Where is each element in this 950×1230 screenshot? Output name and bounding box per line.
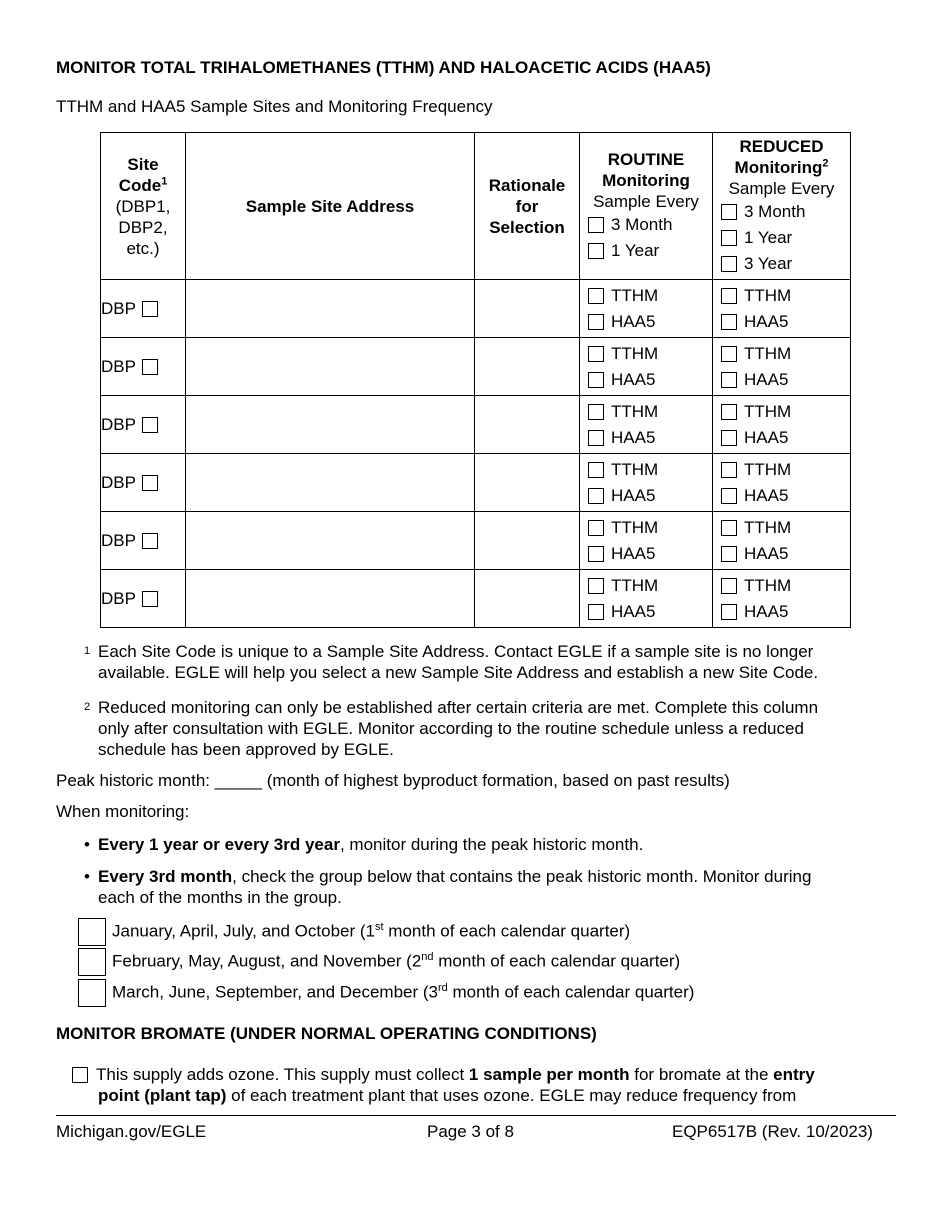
bullet-item: • Every 1 year or every 3rd year, monitor during the peak historic month. bbox=[84, 835, 644, 854]
reduced-tthm-checkbox[interactable] bbox=[721, 346, 737, 362]
reduced-haa5-checkbox[interactable] bbox=[721, 430, 737, 446]
header-reduced-monitoring: REDUCED Monitoring$^2$ Sample Every 3 Month 1 Year 3 Year bbox=[713, 133, 851, 280]
site-code-checkbox[interactable] bbox=[142, 359, 158, 375]
rationale-cell[interactable] bbox=[475, 454, 580, 512]
footer-divider bbox=[56, 1115, 896, 1116]
rationale-cell[interactable] bbox=[475, 280, 580, 338]
footnote-2: 2 Reduced monitoring can only be established after certain criteria are met. Complete this column only after consultation with EGLE. Monitor according to the routine schedule unless a reduced schedule has been approved by EGLE. bbox=[84, 698, 819, 759]
address-cell[interactable] bbox=[186, 396, 475, 454]
reduced-tthm-checkbox[interactable] bbox=[721, 520, 737, 536]
section-heading-bromate: MONITOR BROMATE (UNDER NORMAL OPERATING CONDITIONS) bbox=[56, 1024, 597, 1043]
reduced-3-year-checkbox[interactable] bbox=[721, 256, 737, 272]
site-code-cell: DBP bbox=[101, 338, 186, 396]
ozone-option: This supply adds ozone. This supply must collect 1 sample per month for bromate at the entry point (plant tap) of each treatment plant that uses ozone. EGLE may reduce frequency from bbox=[72, 1064, 902, 1106]
reduced-haa5-checkbox[interactable] bbox=[721, 314, 737, 330]
quarter-1-checkbox[interactable] bbox=[78, 918, 106, 946]
routine-cell: TTHM HAA5 bbox=[580, 280, 713, 338]
address-cell[interactable] bbox=[186, 280, 475, 338]
reduced-cell: TTHM HAA5 bbox=[713, 570, 851, 628]
quarter-3-checkbox[interactable] bbox=[78, 979, 106, 1007]
footer-website: Michigan.gov/EGLE bbox=[56, 1122, 207, 1141]
quarter-option-1: January, April, July, and October (1st month of each calendar quarter) bbox=[78, 918, 630, 946]
site-code-checkbox[interactable] bbox=[142, 301, 158, 317]
routine-tthm-checkbox[interactable] bbox=[588, 346, 604, 362]
reduced-cell: TTHM HAA5 bbox=[713, 512, 851, 570]
peak-month-blank[interactable]: _____ bbox=[214, 771, 263, 790]
routine-tthm-checkbox[interactable] bbox=[588, 578, 604, 594]
table-row bbox=[101, 454, 851, 512]
footer-form-id: EQP6517B (Rev. 10/2023) bbox=[672, 1122, 873, 1141]
routine-haa5-checkbox[interactable] bbox=[588, 372, 604, 388]
reduced-cell: TTHM HAA5 bbox=[713, 338, 851, 396]
table-row bbox=[101, 396, 851, 454]
rationale-cell[interactable] bbox=[475, 570, 580, 628]
site-code-checkbox[interactable] bbox=[142, 533, 158, 549]
section-heading-tthm: MONITOR TOTAL TRIHALOMETHANES (TTHM) AND HALOACETIC ACIDS (HAA5) bbox=[56, 58, 711, 77]
site-code-cell: DBP bbox=[101, 280, 186, 338]
table-row bbox=[101, 280, 851, 338]
routine-cell: TTHM HAA5 bbox=[580, 570, 713, 628]
site-code-cell: DBP bbox=[101, 454, 186, 512]
quarter-2-checkbox[interactable] bbox=[78, 948, 106, 976]
footer-page-number: Page 3 of 8 bbox=[427, 1122, 514, 1141]
routine-tthm-checkbox[interactable] bbox=[588, 288, 604, 304]
quarter-option-3: March, June, September, and December (3rd month of each calendar quarter) bbox=[78, 979, 694, 1007]
rationale-cell[interactable] bbox=[475, 396, 580, 454]
routine-3-month-checkbox[interactable] bbox=[588, 217, 604, 233]
routine-haa5-checkbox[interactable] bbox=[588, 546, 604, 562]
reduced-haa5-checkbox[interactable] bbox=[721, 546, 737, 562]
when-monitoring-label: When monitoring: bbox=[56, 802, 190, 821]
reduced-cell: TTHM HAA5 bbox=[713, 454, 851, 512]
reduced-tthm-checkbox[interactable] bbox=[721, 578, 737, 594]
quarter-option-2: February, May, August, and November (2nd month of each calendar quarter) bbox=[78, 948, 680, 976]
routine-haa5-checkbox[interactable] bbox=[588, 604, 604, 620]
bullet-item: • Every 3rd month, check the group below that contains the peak historic month. Monitor during each of the months in the group. bbox=[84, 867, 812, 907]
sample-sites-table bbox=[100, 132, 851, 628]
header-sample-site-address: Sample Site Address bbox=[186, 133, 475, 280]
routine-cell: TTHM HAA5 bbox=[580, 338, 713, 396]
ozone-checkbox[interactable] bbox=[72, 1067, 88, 1083]
rationale-cell[interactable] bbox=[475, 338, 580, 396]
rationale-cell[interactable] bbox=[475, 512, 580, 570]
reduced-tthm-checkbox[interactable] bbox=[721, 404, 737, 420]
reduced-tthm-checkbox[interactable] bbox=[721, 462, 737, 478]
site-code-cell: DBP bbox=[101, 512, 186, 570]
address-cell[interactable] bbox=[186, 570, 475, 628]
address-cell[interactable] bbox=[186, 512, 475, 570]
reduced-cell: TTHM HAA5 bbox=[713, 280, 851, 338]
footnote-1: 1 Each Site Code is unique to a Sample Site Address. Contact EGLE if a sample site is no longer available. EGLE will help you select a new Sample Site Address and establish a new Site Code. bbox=[84, 642, 819, 682]
routine-tthm-checkbox[interactable] bbox=[588, 462, 604, 478]
site-code-checkbox[interactable] bbox=[142, 591, 158, 607]
table-row bbox=[101, 570, 851, 628]
reduced-3-month-checkbox[interactable] bbox=[721, 204, 737, 220]
table-row bbox=[101, 338, 851, 396]
routine-haa5-checkbox[interactable] bbox=[588, 488, 604, 504]
routine-1-year-checkbox[interactable] bbox=[588, 243, 604, 259]
routine-cell: TTHM HAA5 bbox=[580, 396, 713, 454]
reduced-haa5-checkbox[interactable] bbox=[721, 604, 737, 620]
table-caption: TTHM and HAA5 Sample Sites and Monitoring Frequency bbox=[56, 97, 493, 116]
header-routine-monitoring: ROUTINE Monitoring Sample Every 3 Month 1 Year bbox=[580, 133, 713, 280]
site-code-checkbox[interactable] bbox=[142, 417, 158, 433]
header-site-code: Site Code$^1$ (DBP1, DBP2, etc.) bbox=[101, 133, 186, 280]
table-header-row bbox=[101, 133, 851, 280]
site-code-cell: DBP bbox=[101, 570, 186, 628]
table-row bbox=[101, 512, 851, 570]
routine-tthm-checkbox[interactable] bbox=[588, 520, 604, 536]
address-cell[interactable] bbox=[186, 454, 475, 512]
peak-historic-month: Peak historic month: _____ (month of highest byproduct formation, based on past results) bbox=[56, 771, 730, 790]
routine-tthm-checkbox[interactable] bbox=[588, 404, 604, 420]
routine-haa5-checkbox[interactable] bbox=[588, 430, 604, 446]
address-cell[interactable] bbox=[186, 338, 475, 396]
header-rationale: Rationale for Selection bbox=[475, 133, 580, 280]
routine-cell: TTHM HAA5 bbox=[580, 454, 713, 512]
site-code-cell: DBP bbox=[101, 396, 186, 454]
reduced-1-year-checkbox[interactable] bbox=[721, 230, 737, 246]
routine-cell: TTHM HAA5 bbox=[580, 512, 713, 570]
reduced-haa5-checkbox[interactable] bbox=[721, 488, 737, 504]
reduced-tthm-checkbox[interactable] bbox=[721, 288, 737, 304]
reduced-haa5-checkbox[interactable] bbox=[721, 372, 737, 388]
site-code-checkbox[interactable] bbox=[142, 475, 158, 491]
reduced-cell: TTHM HAA5 bbox=[713, 396, 851, 454]
routine-haa5-checkbox[interactable] bbox=[588, 314, 604, 330]
